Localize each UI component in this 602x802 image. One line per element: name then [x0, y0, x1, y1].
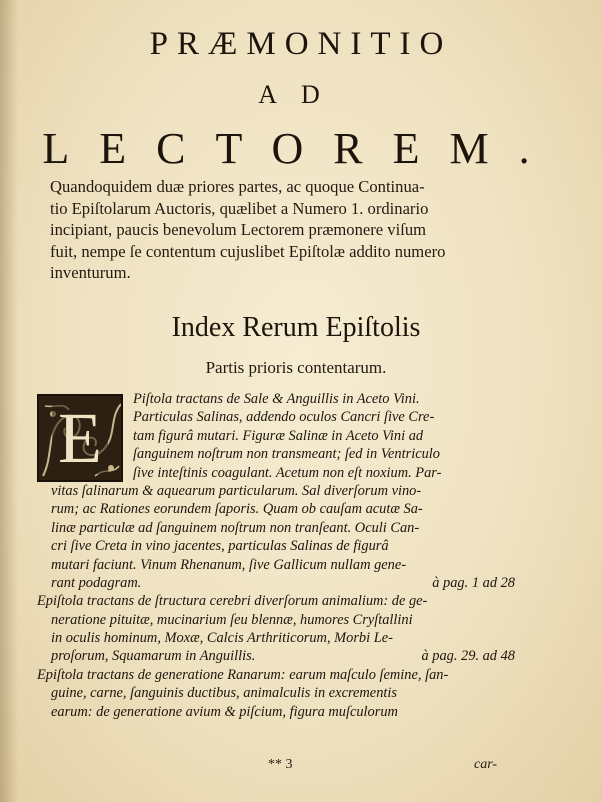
entry-text: proſorum, Squamarum in Anguillis. [51, 648, 256, 665]
heading-ad: AD [258, 80, 344, 109]
catchword: car- [474, 757, 498, 772]
intro-line: incipiant, paucis benevolum Lectorem præmonere viſum [50, 220, 427, 239]
entry-line: Epiſtola tractans de generatione Ranarum: earum maſculo ſemine, ſan- [37, 666, 449, 683]
entry-line: ſanguinem noſtrum non transmeant; ſed in Ventriculo [133, 446, 440, 463]
entry-line: in oculis hominum, Moxæ, Calcis Arthriticorum, Morbi Le- [51, 630, 393, 647]
entry-line: Particulas Salinas, addendo oculos Cancri ſive Cre- [133, 409, 435, 426]
heading-lectorem: LECTOREM. [42, 124, 560, 173]
entry-line: earum: de generatione avium & piſcium, figura muſculorum [51, 703, 398, 720]
signature-mark: ** 3 [268, 757, 293, 772]
entry-text: rant podagram. [51, 574, 142, 591]
heading-praemonitio: PRÆMONITIO [149, 26, 453, 62]
entry-line: vitas ſalinarum & aquearum particularum. Sal diverſorum vino- [51, 482, 422, 499]
entry-line: Piſtola tractans de Sale & Anguillis in Aceto Vini. [133, 391, 420, 407]
page-binding-shadow [0, 0, 18, 802]
intro-line: Quandoquidem duæ priores partes, ac quoque Continua- [50, 177, 425, 196]
intro-line: inventurum. [50, 263, 131, 282]
entry-line: guine, carne, ſanguinis ductibus, animalculis in excrementis [51, 685, 397, 702]
entry-line: linæ particulæ ad ſanguinem noſtrum non tranſeant. Oculi Can- [51, 519, 420, 536]
entry-line: cri ſive Creta in vino jacentes, particulas Salinas de figurâ [51, 538, 389, 555]
index-title: Index Rerum Epiſtolis [171, 312, 421, 343]
entry-line: Epiſtola tractans de ſtructura cerebri diverſorum animalium: de ge- [37, 593, 428, 610]
page-reference: à pag. 1 ad 28 [432, 574, 515, 591]
entry-line: rum; ac Rationes eorundem ſaporis. Quam ob cauſam acutæ Sa- [51, 501, 423, 518]
entry-last-line [37, 647, 515, 665]
index-entries [37, 390, 515, 721]
entry-line: neratione pituitæ, mucinarium ſeu blennæ, humores Cryſtallini [51, 611, 413, 628]
intro-paragraph [50, 176, 518, 284]
intro-line: fuit, nempe ſe contentum cujuslibet Epiſtolæ addito numero [50, 241, 446, 261]
page-footer [0, 757, 602, 777]
index-subtitle: Partis prioris contentarum. [205, 358, 387, 377]
page-reference: à pag. 29. ad 48 [421, 648, 515, 665]
intro-line: tio Epiſtolarum Auctoris, quælibet a Numero 1. ordinario [50, 198, 429, 218]
entry-line: ſive inteſtinis coagulant. Acetum non eſt noxium. Par- [133, 464, 442, 481]
entry-last-line [37, 574, 515, 592]
entry-line: tam figurâ mutari. Figuræ Salinæ in Aceto Vini ad [133, 427, 424, 444]
entry-line: mutari faciunt. Vinum Rhenanum, ſive Gallicum nullam gene- [51, 556, 407, 573]
dropcap-letter: E [52, 402, 108, 474]
